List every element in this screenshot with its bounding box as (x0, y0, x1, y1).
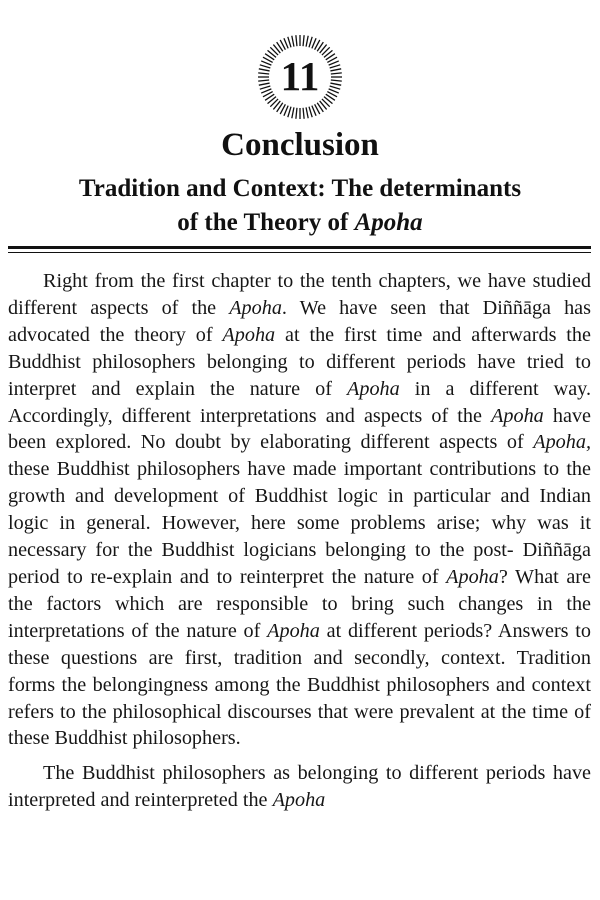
italic-term: Apoha (446, 565, 499, 588)
sunburst-ray (292, 107, 294, 118)
italic-term: Apoha, (533, 431, 591, 454)
text-run: ? What are the factors which are responsible to bring such changes in the interpretations of the nature of (8, 565, 591, 642)
italic-term: Apoha (222, 323, 276, 346)
chapter-number: 11 (280, 53, 320, 99)
text-run: in a different way. Accordingly, different interpretations and aspects of the (8, 377, 591, 427)
chapter-subtitle (14, 172, 586, 240)
text-run: at the first time and afterwards the Buddhist philosophers belonging to different periods have tried to interpret and explain the nature of (8, 323, 591, 400)
text-run: Right from the first chapter to the tenth chapters, we have studied different aspects of the (8, 270, 591, 319)
sunburst-ray (309, 107, 312, 118)
paragraph-2 (8, 760, 591, 814)
text-run: at different periods? Answers to these questions are first, tradition and secondly, context. Tradition forms the belongingness among the Buddhist philosophers and context refers to the philosophical discourses that were prevalent at the time of these Buddhist philosophers. (8, 619, 591, 750)
body-text (8, 268, 591, 814)
italic-term: Apoha (229, 296, 282, 319)
subtitle-line-2-prefix: of the Theory of (177, 209, 355, 236)
paragraph-1 (8, 268, 591, 752)
text-run: The Buddhist philosophers as belonging to different periods have interpreted and reinterpreted the (8, 762, 591, 812)
subtitle-line-1: Tradition and Context: The determinants (78, 175, 522, 202)
text-run: these Buddhist philosophers have made important contributions to the growth and development of Buddhist logic in particular and Indian logic in general. However, here some problems arise; why was it necessary for the Buddhist logicians belonging to the post- Diññāga period to re-explain and to reinterpret the nature of (8, 458, 591, 588)
chapter-title: Conclusion (221, 127, 379, 163)
italic-term: Apoha (272, 789, 326, 812)
subtitle-line-2-italic: Apoha (354, 209, 423, 236)
sunburst-ray (288, 107, 291, 118)
sunburst-ray (288, 37, 291, 48)
sunburst-ray (306, 107, 308, 118)
italic-term: Apoha (491, 404, 544, 427)
sunburst-ray (296, 35, 297, 46)
text-run: . We have seen that Diññāga has advocated the theory of (8, 296, 591, 346)
italic-term: Apoha (347, 377, 400, 400)
text-run: have been explored. No doubt by elaborating different aspects of (8, 404, 591, 454)
heading-rule-thin (8, 252, 591, 253)
sunburst-ray (296, 108, 297, 119)
chapter-badge (256, 33, 344, 121)
sunburst-ray (306, 36, 308, 47)
sunburst-ray (303, 35, 304, 46)
sunburst-ray (303, 108, 304, 119)
sunburst-ray (309, 37, 312, 48)
italic-term: Apoha (267, 619, 320, 642)
sunburst-ray (292, 36, 294, 47)
heading-rule-thick (8, 246, 591, 249)
